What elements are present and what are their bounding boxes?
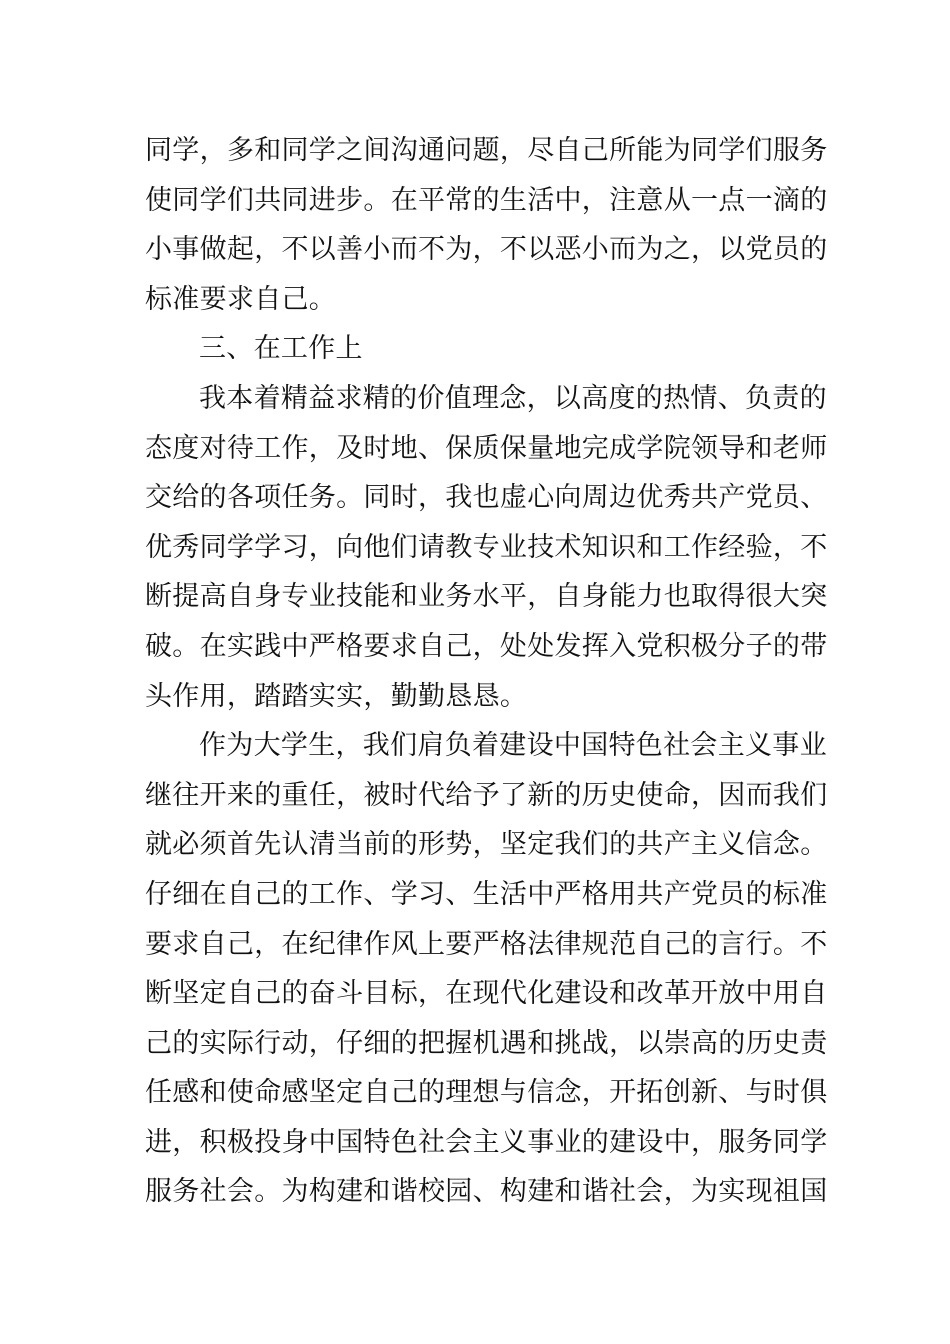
text-line: 就必须首先认清当前的形势，坚定我们的共产主义信念。 (145, 829, 828, 861)
document-body (145, 126, 828, 1217)
text-line: 三、在工作上 (199, 333, 363, 365)
text-line: 服务社会。为构建和谐校园、构建和谐社会，为实现祖国 (145, 1176, 828, 1208)
text-line: 交给的各项任务。同时，我也虚心向周边优秀共产党员、 (145, 482, 828, 514)
text-line: 己的实际行动，仔细的把握机遇和挑战，以崇高的历史责 (145, 1027, 828, 1059)
text-line: 继往开来的重任，被时代给予了新的历史使命，因而我们 (145, 779, 828, 811)
text-line: 要求自己，在纪律作风上要严格法律规范自己的言行。不 (145, 928, 828, 960)
text-line: 断坚定自己的奋斗目标，在现代化建设和改革开放中用自 (145, 978, 828, 1010)
text-line: 态度对待工作，及时地、保质保量地完成学院领导和老师 (145, 432, 828, 464)
text-line: 标准要求自己。 (145, 283, 337, 315)
text-line: 我本着精益求精的价值理念，以高度的热情、负责的 (199, 382, 827, 414)
text-line: 断提高自身专业技能和业务水平，自身能力也取得很大突 (145, 581, 828, 613)
text-line: 仔细在自己的工作、学习、生活中严格用共产党员的标准 (145, 878, 828, 910)
text-line: 头作用，踏踏实实，勤勤恳恳。 (145, 680, 528, 712)
text-line: 破。在实践中严格要求自己，处处发挥入党积极分子的带 (145, 630, 828, 662)
text-line: 作为大学生，我们肩负着建设中国特色社会主义事业 (199, 730, 827, 762)
text-line: 任感和使命感坚定自己的理想与信念，开拓创新、与时俱 (145, 1077, 828, 1109)
text-line: 优秀同学学习，向他们请教专业技术知识和工作经验，不 (145, 531, 828, 563)
text-line: 同学，多和同学之间沟通问题，尽自己所能为同学们服务 (145, 135, 828, 166)
text-line: 进，积极投身中国特色社会主义事业的建设中，服务同学 (145, 1126, 828, 1158)
text-line: 使同学们共同进步。在平常的生活中，注意从一点一滴的 (145, 184, 828, 216)
text-line: 小事做起，不以善小而不为，不以恶小而为之，以党员的 (145, 234, 828, 266)
